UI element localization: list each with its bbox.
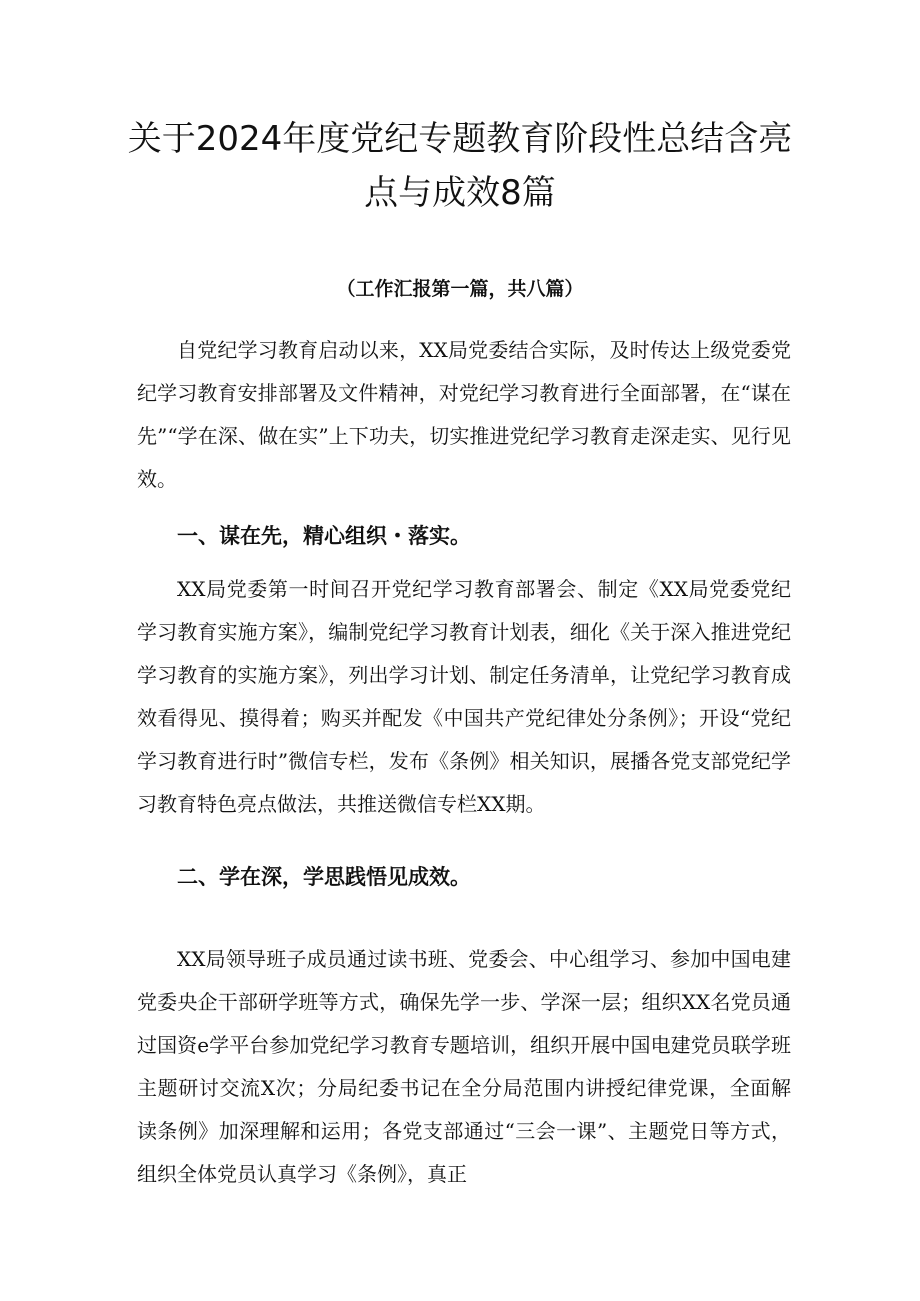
section-heading-1: 一、谋在先，精心组织・落实。 bbox=[177, 524, 471, 548]
section-heading-2: 二、学在深，学思践悟见成效。 bbox=[177, 865, 471, 889]
section-body-1: XX局党委第一时间召开党纪学习教育部署会、制定《XX局党委党纪学习教育实施方案》，编制党纪学习教育计划表，细化《关于深入推进党纪学习教育的实施方案》，列出学习计划、制定任务清单，让党纪学习教育成效看得见、摸得着；购买并配发《中国共产党纪律处分条例》；开设“党纪学习教育进行时”微信专栏，发布《条例》相关知识，展播各党支部党纪学习教育特色亮点做法，共推送微信专栏XX期。 bbox=[137, 577, 791, 816]
document-subtitle: （工作汇报第一篇，共八篇） bbox=[336, 278, 584, 300]
intro-paragraph: 自党纪学习教育启动以来，XX局党委结合实际，及时传达上级党委党纪学习教育安排部署及文件精神，对党纪学习教育进行全面部署，在“谋在先”“学在深、做在实”上下功夫，切实推进党纪学习教育走深走实、见行见效。 bbox=[137, 338, 791, 491]
section-body-2: XX局领导班子成员通过读书班、党委会、中心组学习、参加中国电建党委央企干部研学班等方式，确保先学一步、学深一层；组织XX名党员通过国资e学平台参加党纪学习教育专题培训，组织开展中国电建党员联学班主题研讨交流X次；分局纪委书记在全分局范围内讲授纪律党课，全面解读条例》加深理解和运用；各党支部通过“三会一课”、主题党日等方式，组织全体党员认真学习《条例》，真正 bbox=[137, 947, 791, 1186]
document-title: 关于2024年度党纪专题教育阶段性总结含亮点与成效8篇 bbox=[127, 119, 793, 213]
